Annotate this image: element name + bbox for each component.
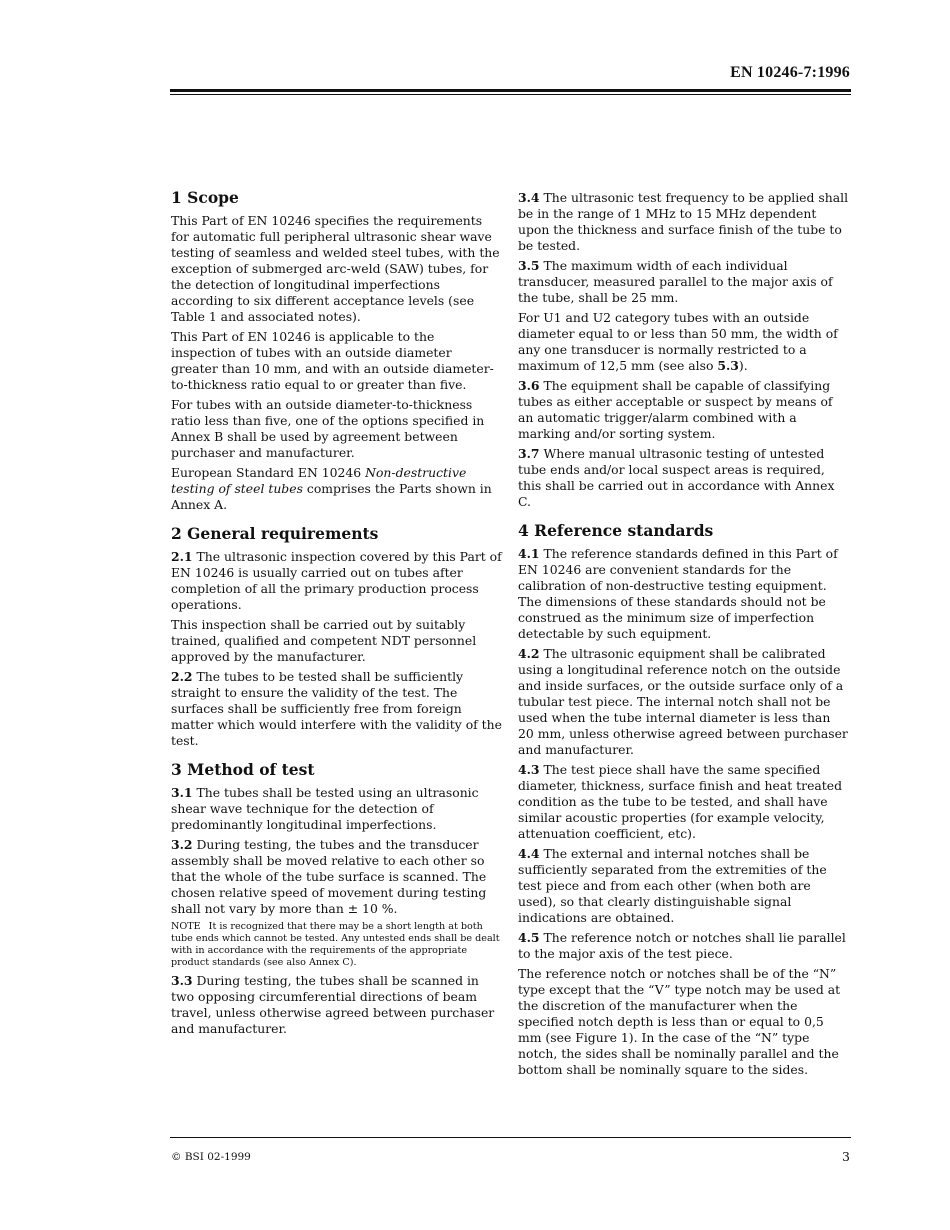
left-column [171,188,502,1041]
clause-2-2-text: The tubes to be tested shall be sufficiently straight to ensure the validity of the test. The surfaces shall be sufficiently free from foreign matter which would interfere with the validity of the test. [171,669,502,748]
clause-3-7 [518,446,849,510]
clause-4-5-text: The reference notch or notches shall lie parallel to the major axis of the test piece. [518,930,846,961]
scope-paragraph-4 [171,465,502,513]
header-rule-thick [170,89,851,92]
clause-3-5 [518,258,849,306]
clause-3-2 [171,837,502,917]
clause-3-5b-text-a: For U1 and U2 category tubes with an outside diameter equal to or less than 50 mm, the width of any one transducer is normally restricted to a maximum of 12,5 mm (see also [518,310,838,373]
clause-3-6-number: 3.6 [518,378,540,393]
section-1-heading: 1 Scope [171,188,239,207]
scope-p4-title: Non-destructive testing of steel tubes [171,465,467,496]
clause-3-5b-ref: 5.3 [717,358,739,373]
clause-3-1 [171,785,502,833]
clause-3-2-number: 3.2 [171,837,193,852]
scope-p4-text-a: European Standard EN 10246 [171,465,366,480]
clause-3-3 [171,973,502,1037]
note-text: It is recognized that there may be a short length at both tube ends which cannot be tested. Any untested ends shall be dealt with in accordance with the requirements of the appropriate product standards (see also Annex C). [171,921,500,968]
section-3-heading: 3 Method of test [171,760,315,779]
note-label: NOTE [171,921,201,932]
clause-3-7-number: 3.7 [518,446,540,461]
clause-3-7-text: Where manual ultrasonic testing of untested tube ends and/or local suspect areas is required, this shall be carried out in accordance with Annex C. [518,446,835,509]
clause-4-5-number: 4.5 [518,930,540,945]
document-header-title: EN 10246-7:1996 [730,64,850,81]
section-2-heading: 2 General requirements [171,524,379,543]
clause-2-1 [171,549,502,613]
clause-3-5-number: 3.5 [518,258,540,273]
clause-4-4-text: The external and internal notches shall be sufficiently separated from the extremities of the test piece and from each other (when both are used), so that clearly distinguishable signal indications are obtained. [518,846,827,925]
clause-3-3-number: 3.3 [171,973,193,988]
clause-3-1-number: 3.1 [171,785,193,800]
clause-4-2-text: The ultrasonic equipment shall be calibrated using a longitudinal reference notch on the outside and inside surfaces, or the outside surface only of a tubular test piece. The internal notch shall not be used when the tube internal diameter is less than 20 mm, unless otherwise agreed between purchaser and manufacturer. [518,646,848,757]
note-block [171,921,502,969]
scope-paragraph-1: This Part of EN 10246 specifies the requirements for automatic full peripheral ultrasonic shear wave testing of seamless and welded steel tubes, with the exception of submerged arc-weld (SAW) tubes, for the detection of longitudinal imperfections according to six different acceptance levels (see Table 1 and associated notes). [171,213,500,324]
clause-3-2-text: During testing, the tubes and the transducer assembly shall be moved relative to each other so that the whole of the tube surface is scanned. The chosen relative speed of movement during testing shall not vary by more than ± 10 %. [171,837,487,916]
scope-paragraph-2: This Part of EN 10246 is applicable to the inspection of tubes with an outside diameter greater than 10 mm, and with an outside diameter-to-thickness ratio equal to or greater than five. [171,329,494,392]
clause-4-1-text: The reference standards defined in this Part of EN 10246 are convenient standards for the calibration of non-destructive testing equipment. The dimensions of these standards should not be construed as the minimum size of imperfection detectable by such equipment. [518,546,838,641]
clause-4-4 [518,846,849,926]
clause-2-1-continued: This inspection shall be carried out by suitably trained, qualified and competent NDT personnel approved by the manufacturer. [171,617,477,664]
clause-2-1-number: 2.1 [171,549,193,564]
clause-3-5-continued [518,310,849,374]
page-number: 3 [842,1149,850,1164]
header-rule-thin [170,94,851,95]
clause-3-6 [518,378,849,442]
clause-2-2-number: 2.2 [171,669,193,684]
clause-3-4-number: 3.4 [518,190,540,205]
clause-4-4-number: 4.4 [518,846,540,861]
clause-4-5-continued: The reference notch or notches shall be of the “N” type except that the “V” type notch may be used at the discretion of the manufacturer when the specified notch depth is less than or equal to 0,5 mm (see Figure 1). In the case of the “N” type notch, the sides shall be nominally parallel and the bottom shall be nominally square to the sides. [518,966,841,1077]
clause-4-1 [518,546,849,642]
clause-3-3-text: During testing, the tubes shall be scanned in two opposing circumferential directions of beam travel, unless otherwise agreed between purchaser and manufacturer. [171,973,495,1036]
scope-p4-text-c: comprises the Parts shown in Annex A. [171,481,492,512]
clause-2-2 [171,669,502,749]
footer-rule [170,1137,851,1138]
clause-3-6-text: The equipment shall be capable of classifying tubes as either acceptable or suspect by means of an automatic trigger/alarm combined with a marking and/or sorting system. [518,378,833,441]
clause-4-3 [518,762,849,842]
clause-4-1-number: 4.1 [518,546,540,561]
clause-4-2-number: 4.2 [518,646,540,661]
section-4-heading: 4 Reference standards [518,521,714,540]
clause-4-3-text: The test piece shall have the same specified diameter, thickness, surface finish and heat treated condition as the tube to be tested, and shall have similar acoustic properties (for example velocity, attenuation coefficient, etc). [518,762,843,841]
scope-paragraph-3: For tubes with an outside diameter-to-thickness ratio less than five, one of the options specified in Annex B shall be used by agreement between purchaser and manufacturer. [171,397,485,460]
footer-copyright: © BSI 02-1999 [171,1151,251,1163]
clause-2-1-text: The ultrasonic inspection covered by this Part of EN 10246 is usually carried out on tubes after completion of all the primary production process operations. [171,549,502,612]
clause-3-4 [518,190,849,254]
clause-3-5-text: The maximum width of each individual transducer, measured parallel to the major axis of the tube, shall be 25 mm. [518,258,833,305]
clause-3-1-text: The tubes shall be tested using an ultrasonic shear wave technique for the detection of predominantly longitudinal imperfections. [171,785,479,832]
clause-3-4-text: The ultrasonic test frequency to be applied shall be in the range of 1 MHz to 15 MHz dependent upon the thickness and surface finish of the tube to be tested. [518,190,849,253]
clause-4-5 [518,930,849,962]
clause-3-5b-text-c: ). [738,358,748,373]
right-column [518,190,849,1082]
clause-4-3-number: 4.3 [518,762,540,777]
clause-4-2 [518,646,849,758]
